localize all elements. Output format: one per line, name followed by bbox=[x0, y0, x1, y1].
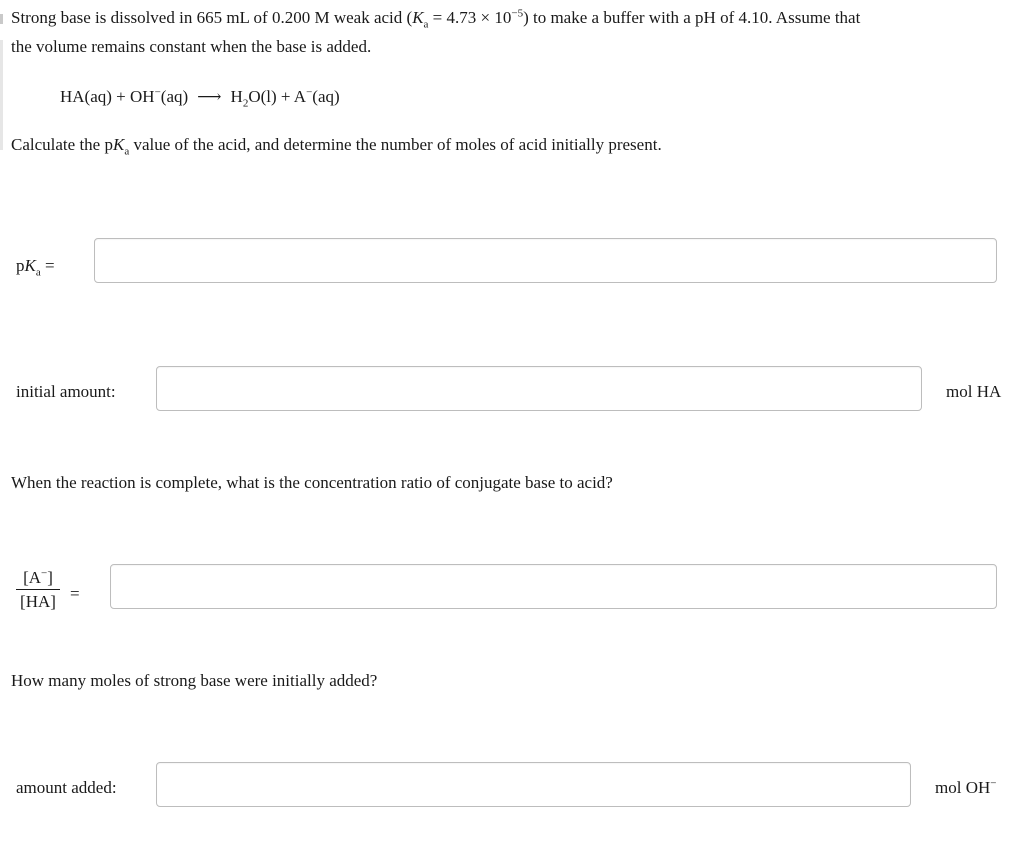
ratio-fraction bbox=[16, 567, 60, 612]
ka-symbol: K bbox=[412, 8, 424, 27]
initial-amount-input[interactable] bbox=[156, 366, 922, 411]
fraction-bar bbox=[16, 589, 60, 590]
edge-mark bbox=[0, 40, 3, 150]
amount-added-input[interactable] bbox=[156, 762, 911, 807]
reaction-arrow-icon: ⟶ bbox=[197, 87, 222, 106]
initial-amount-unit: mol HA bbox=[946, 382, 1002, 401]
pka-label: $pK_a$ = bbox=[16, 256, 55, 279]
fraction-denominator: [HA] bbox=[20, 592, 56, 611]
problem-intro-line-2: the volume remains constant when the base is added. bbox=[11, 37, 372, 56]
ratio-question: When the reaction is complete, what is the concentration ratio of conjugate base to acid? bbox=[11, 473, 613, 492]
initial-amount-label: initial amount: bbox=[16, 382, 116, 401]
reaction-equation: HA(aq) + OH−(aq) ⟶ $H_2O(l) + A^-(aq)$ bbox=[60, 82, 340, 111]
amount-added-unit: mol OH− bbox=[935, 777, 997, 797]
ratio-input[interactable] bbox=[110, 564, 997, 609]
exponent: −5 bbox=[511, 7, 524, 20]
fraction-numerator: [A−] bbox=[23, 567, 53, 587]
base-question: How many moles of strong base were initially added? bbox=[11, 671, 378, 690]
edge-mark bbox=[0, 14, 3, 24]
problem-intro-line-1: Strong base is dissolved in 665 mL of 0.200 M weak acid $(K_a = 4.73 \times 10^{-5})$ to make a buffer with a pH of 4.10. Assume that bbox=[11, 7, 861, 31]
instruction-text: Calculate the $pK_a$ value of the acid, and determine the number of moles of acid initially present. bbox=[11, 135, 662, 158]
page-left-edge bbox=[0, 0, 3, 846]
ratio-equals: = bbox=[70, 584, 80, 603]
pka-input[interactable] bbox=[94, 238, 997, 283]
amount-added-label: amount added: bbox=[16, 778, 117, 797]
